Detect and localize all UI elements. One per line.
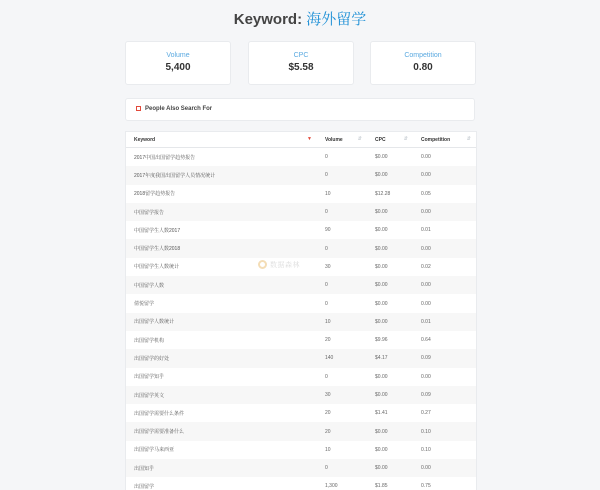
column-header-volume[interactable]: Volume ⇵ — [317, 132, 367, 148]
cell-competition: 0.01 — [413, 221, 476, 239]
cell-keyword[interactable]: 中国留学人数 — [126, 276, 317, 294]
cell-keyword[interactable]: 出国留学 — [126, 477, 317, 490]
cell-volume: 90 — [317, 221, 367, 239]
cell-keyword[interactable]: 中国留学生人数2018 — [126, 239, 317, 257]
cell-cpc: $1.41 — [367, 404, 413, 422]
cell-cpc: $1.85 — [367, 477, 413, 490]
cell-cpc: $0.00 — [367, 221, 413, 239]
table-row[interactable] — [126, 148, 476, 167]
cell-keyword[interactable]: 2018留学趋势报告 — [126, 185, 317, 203]
cell-competition: 0.27 — [413, 404, 476, 422]
cell-competition: 0.00 — [413, 294, 476, 312]
cell-cpc: $12.28 — [367, 185, 413, 203]
stats-row — [125, 41, 475, 83]
sort-desc-icon: ▼ — [307, 136, 312, 142]
cell-competition: 0.09 — [413, 349, 476, 367]
cell-cpc: $4.17 — [367, 349, 413, 367]
table-row[interactable] — [126, 313, 476, 331]
cell-keyword[interactable]: 中国留学生人数2017 — [126, 221, 317, 239]
cell-competition: 0.00 — [413, 459, 476, 477]
cell-keyword[interactable]: 2017中国出国留学趋势报告 — [126, 148, 317, 167]
column-header-cpc[interactable]: CPC ⇵ — [367, 132, 413, 148]
cell-keyword[interactable]: 2017年度我国出国留学人员情况统计 — [126, 166, 317, 184]
table-row[interactable] — [126, 459, 476, 477]
cell-cpc: $0.00 — [367, 294, 413, 312]
cell-competition: 0.00 — [413, 276, 476, 294]
cell-competition: 0.00 — [413, 203, 476, 221]
list-icon — [136, 106, 141, 111]
table-row[interactable] — [126, 441, 476, 459]
cell-keyword[interactable]: 中国留学生人数统计 — [126, 258, 317, 276]
volume-label: Volume — [126, 52, 230, 59]
table-row[interactable] — [126, 258, 476, 276]
cell-volume: 20 — [317, 331, 367, 349]
cell-keyword[interactable]: 出国留学知乎 — [126, 368, 317, 386]
cell-competition: 0.10 — [413, 422, 476, 440]
table-row[interactable] — [126, 386, 476, 404]
cell-competition: 0.10 — [413, 441, 476, 459]
cell-volume: 0 — [317, 368, 367, 386]
table-row[interactable] — [126, 203, 476, 221]
competition-label: Competition — [371, 52, 475, 59]
cell-competition: 0.64 — [413, 331, 476, 349]
cell-volume: 0 — [317, 239, 367, 257]
cell-cpc: $0.00 — [367, 459, 413, 477]
column-header-keyword[interactable]: Keyword ▼ — [126, 132, 317, 148]
table-body — [126, 148, 476, 490]
keyword-value: 海外留学 — [306, 11, 366, 28]
cell-volume: 0 — [317, 203, 367, 221]
cell-competition: 0.01 — [413, 313, 476, 331]
volume-value: 5,400 — [126, 62, 230, 73]
cell-cpc: $0.00 — [367, 313, 413, 331]
cell-volume: 30 — [317, 386, 367, 404]
table-row[interactable] — [126, 422, 476, 440]
page-title — [0, 8, 600, 29]
cell-competition: 0.75 — [413, 477, 476, 490]
table-header-row — [126, 132, 476, 148]
cell-competition: 0.02 — [413, 258, 476, 276]
sort-icon: ⇵ — [358, 136, 362, 142]
cell-competition: 0.00 — [413, 239, 476, 257]
cell-cpc: $0.00 — [367, 166, 413, 184]
competition-value: 0.80 — [371, 62, 475, 73]
sort-icon: ⇵ — [467, 136, 471, 142]
table-row[interactable] — [126, 185, 476, 203]
watermark-text: 数据森林 — [270, 260, 300, 270]
cell-competition: 0.05 — [413, 185, 476, 203]
cell-keyword[interactable]: 出国留学的好处 — [126, 349, 317, 367]
cell-cpc: $0.00 — [367, 441, 413, 459]
cell-volume: 0 — [317, 148, 367, 167]
table-row[interactable] — [126, 368, 476, 386]
cell-cpc: $0.00 — [367, 422, 413, 440]
sort-icon: ⇵ — [404, 136, 408, 142]
cpc-card — [248, 41, 354, 85]
cell-competition: 0.00 — [413, 148, 476, 167]
table-row[interactable] — [126, 331, 476, 349]
cell-volume: 0 — [317, 294, 367, 312]
cell-cpc: $0.00 — [367, 386, 413, 404]
cell-competition: 0.09 — [413, 386, 476, 404]
cell-volume: 10 — [317, 441, 367, 459]
cell-cpc: $0.00 — [367, 368, 413, 386]
cpc-label: CPC — [249, 52, 353, 59]
people-also-search-title: People Also Search For — [145, 106, 212, 112]
cell-cpc: $0.00 — [367, 148, 413, 167]
table-row[interactable] — [126, 477, 476, 490]
cell-volume: 20 — [317, 422, 367, 440]
keyword-table — [125, 131, 477, 490]
cell-cpc: $0.00 — [367, 203, 413, 221]
cell-cpc: $0.00 — [367, 258, 413, 276]
cell-keyword[interactable]: 出国知乎 — [126, 459, 317, 477]
cell-volume: 10 — [317, 313, 367, 331]
cell-cpc: $0.00 — [367, 239, 413, 257]
cell-volume: 0 — [317, 166, 367, 184]
cell-keyword[interactable]: 出国留学马来西亚 — [126, 441, 317, 459]
table-row[interactable] — [126, 166, 476, 184]
cpc-value: $5.58 — [249, 62, 353, 73]
column-header-competition[interactable]: Competition ⇵ — [413, 132, 476, 148]
cell-volume: 20 — [317, 404, 367, 422]
competition-card — [370, 41, 476, 85]
cell-volume: 0 — [317, 276, 367, 294]
cell-cpc: $0.00 — [367, 276, 413, 294]
cell-cpc: $9.96 — [367, 331, 413, 349]
cell-volume: 10 — [317, 185, 367, 203]
cell-keyword[interactable]: 出国留学需要什么条件 — [126, 404, 317, 422]
cell-keyword[interactable]: 出国留学人数统计 — [126, 313, 317, 331]
cell-competition: 0.00 — [413, 368, 476, 386]
cell-volume: 30 — [317, 258, 367, 276]
table-row[interactable] — [126, 239, 476, 257]
cell-volume: 140 — [317, 349, 367, 367]
cell-keyword[interactable]: 出国留学需要准备什么 — [126, 422, 317, 440]
cell-keyword[interactable]: 出国留学英文 — [126, 386, 317, 404]
people-also-search-panel[interactable] — [125, 98, 475, 121]
table-row[interactable] — [126, 349, 476, 367]
cell-keyword[interactable]: 倩悦留学 — [126, 294, 317, 312]
cell-volume: 0 — [317, 459, 367, 477]
table-row[interactable] — [126, 221, 476, 239]
table-row[interactable] — [126, 294, 476, 312]
keyword-prefix: Keyword: — [234, 11, 302, 28]
cell-keyword[interactable]: 出国留学机构 — [126, 331, 317, 349]
table-row[interactable] — [126, 276, 476, 294]
volume-card — [125, 41, 231, 85]
cell-volume: 1,300 — [317, 477, 367, 490]
cell-keyword[interactable]: 中国留学报告 — [126, 203, 317, 221]
cell-competition: 0.00 — [413, 166, 476, 184]
table-row[interactable] — [126, 404, 476, 422]
